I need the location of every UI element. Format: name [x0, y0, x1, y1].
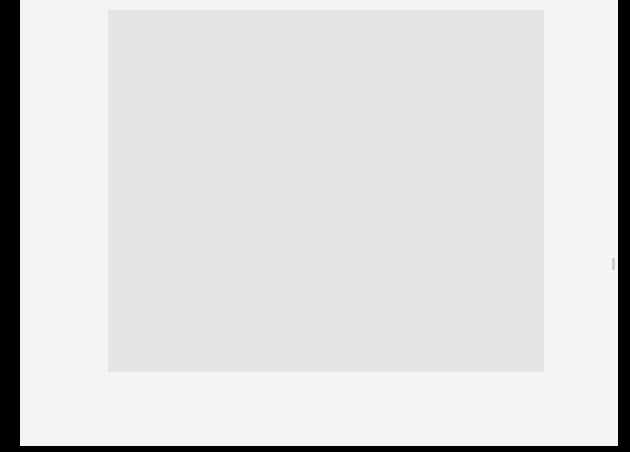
budget-table — [108, 10, 544, 372]
scanned-page — [20, 0, 618, 446]
page-marker — [612, 258, 615, 270]
page-header — [108, 12, 544, 21]
side-note — [624, 90, 630, 290]
